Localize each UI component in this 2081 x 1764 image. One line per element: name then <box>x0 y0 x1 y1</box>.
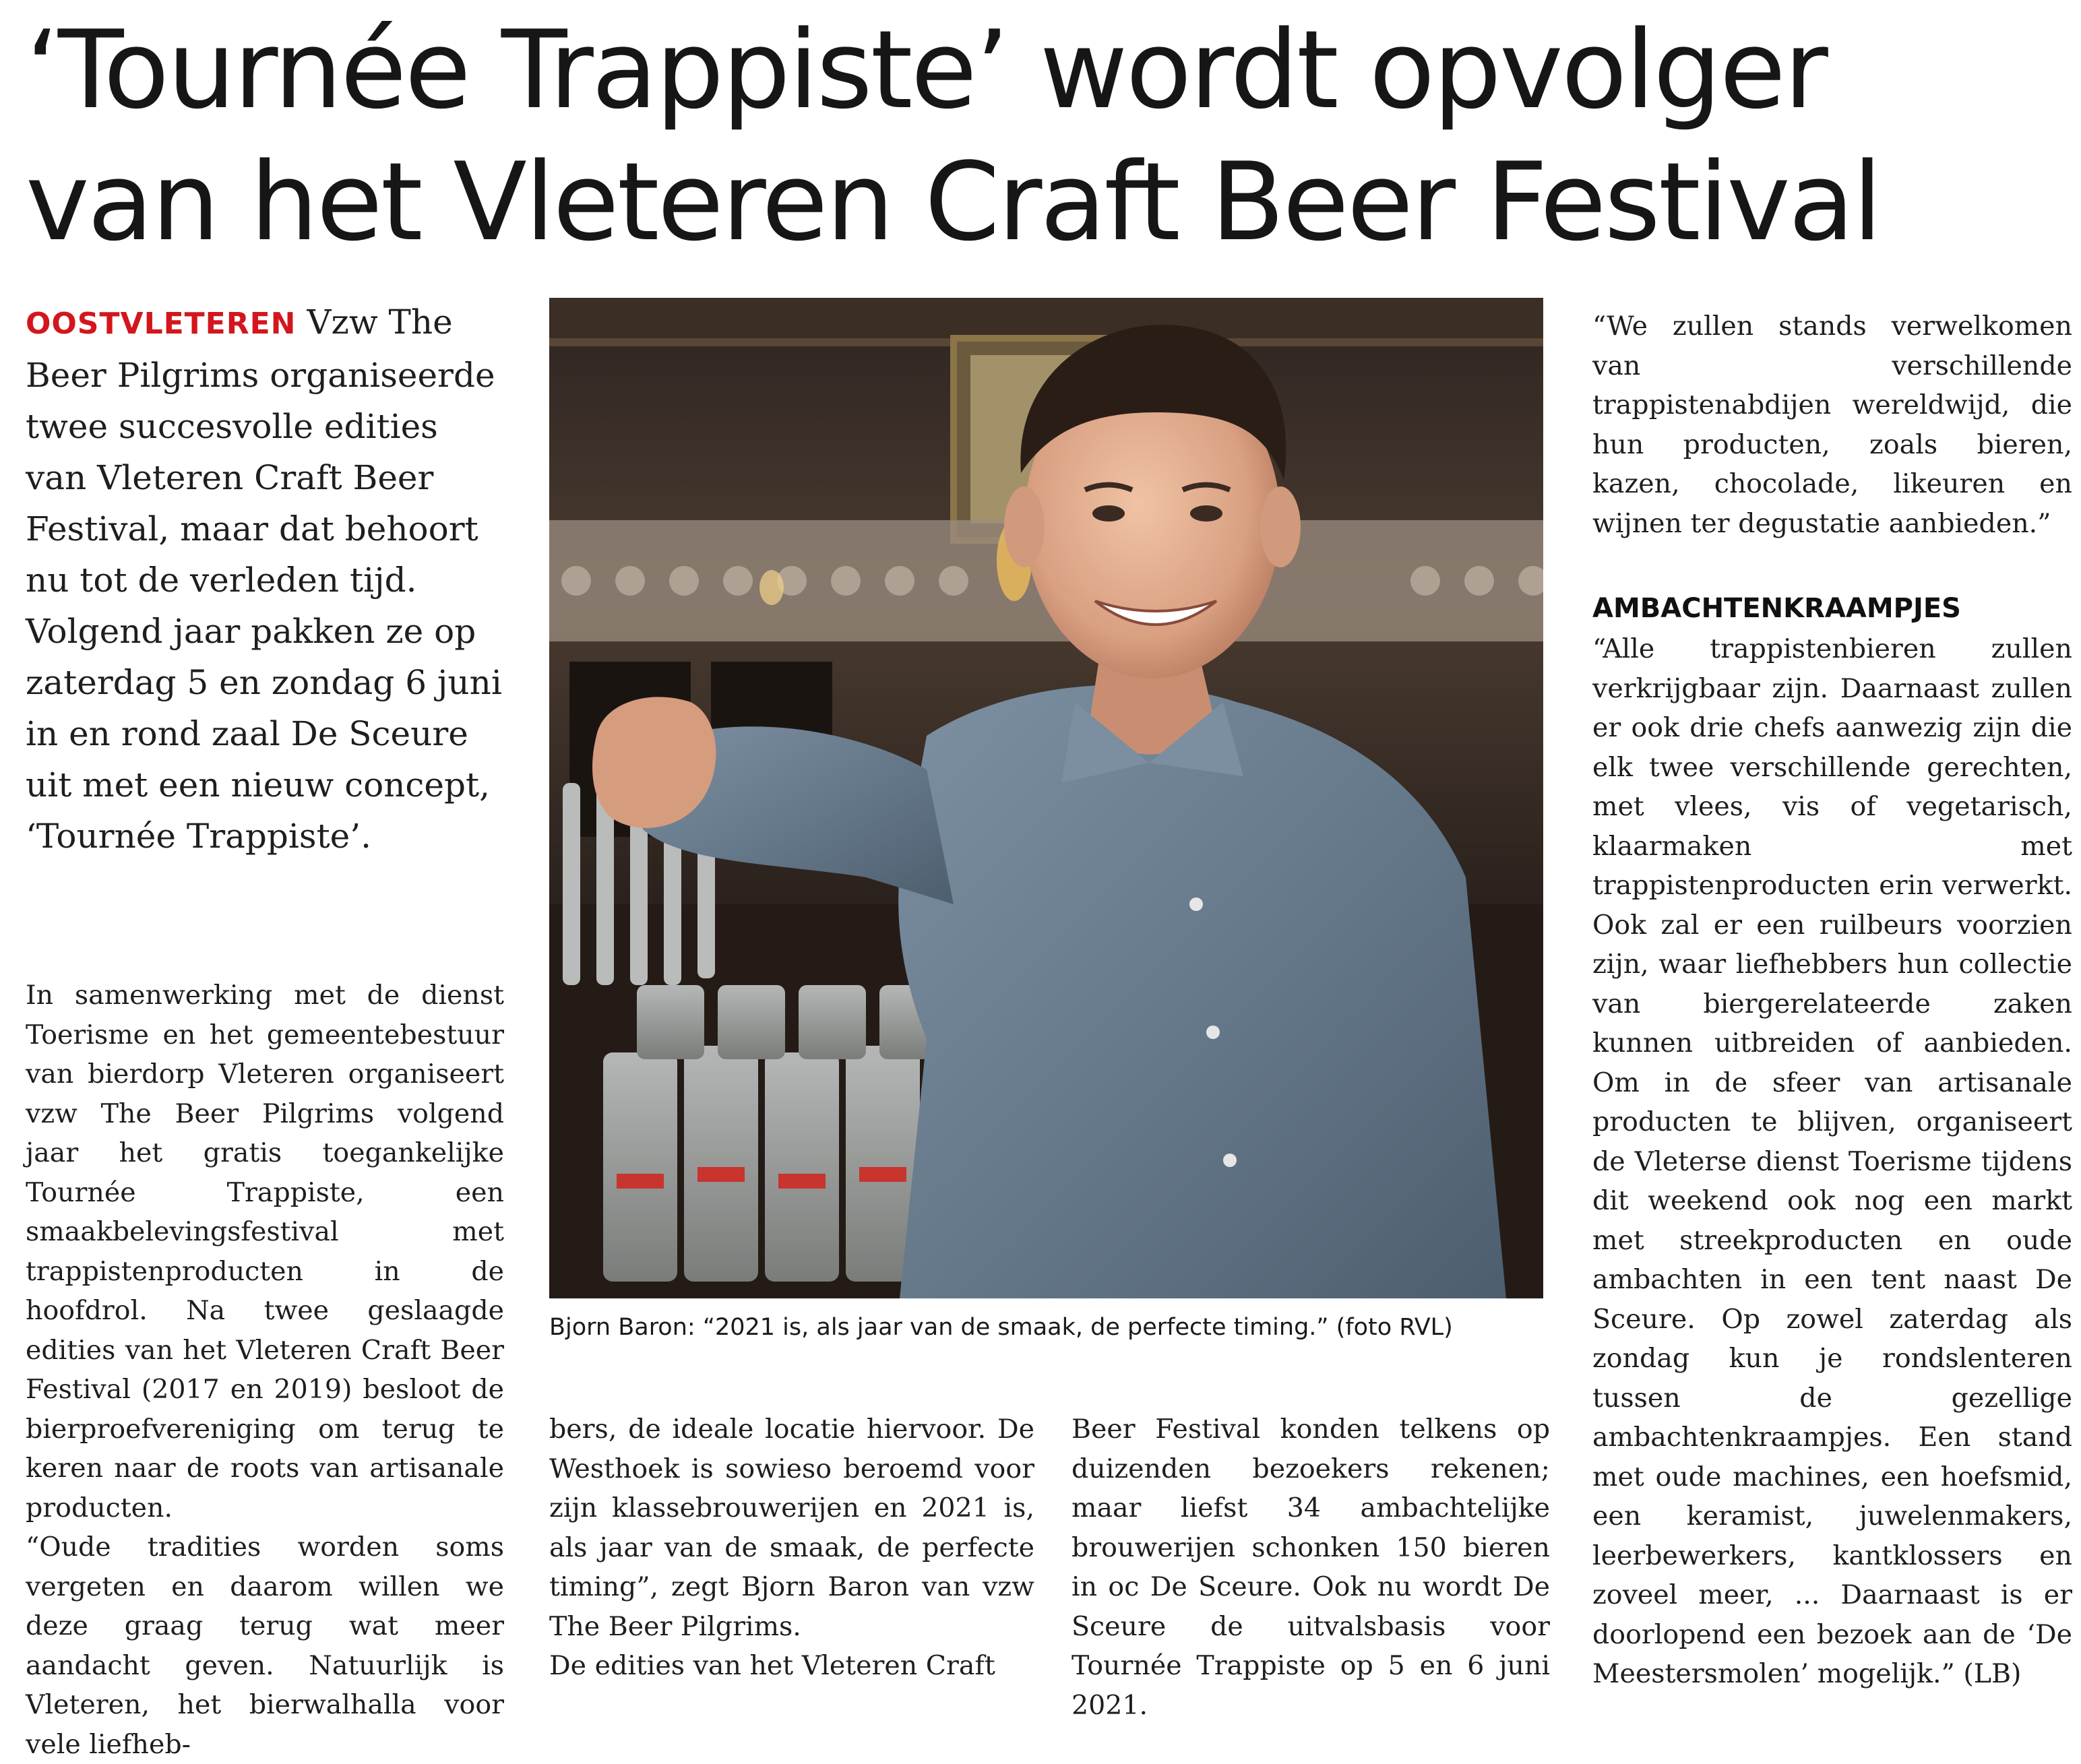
column-2-paragraph-2: De edities van het Vleteren Craft <box>549 1650 995 1681</box>
article-photo <box>549 298 1543 1298</box>
article-column-4 <box>1592 307 2072 1694</box>
article-column-3 <box>1071 1410 1550 1725</box>
lead-text: Vzw The Beer Pilgrims organiseerde twee succesvolle edities van Vleteren Craft Beer Festival, maar dat behoort nu tot de verleden tijd. Volgend jaar pakken ze op zaterdag 5 en zondag 6 juni in en rond zaal De Sceure uit met een nieuw concept, ‘Tournée Trappiste’. <box>26 303 502 856</box>
column-1-paragraph-1: In samenwerking met de dienst Toerisme en het gemeentebestuur van bierdorp Vleteren organiseert vzw The Beer Pilgrims volgend jaar het gratis toegankelijke Tournée Trappiste, een smaakbelevingsfestival met trappistenproducten in de hoofdrol. Na twee geslaagde edities van het Vleteren Craft Beer Festival (2017 en 2019) besloot de bierproefvereniging om terug te keren naar de roots van artisanale producten. <box>26 980 504 1523</box>
subheading: AMBACHTENKRAAMPJES <box>1592 593 1961 624</box>
dateline: OOSTVLETEREN <box>26 307 297 341</box>
article-column-2 <box>549 1410 1034 1686</box>
headline-line-1: ‘Tournée Trappiste’ wordt opvolger <box>26 7 1826 133</box>
photo-illustration <box>549 298 1543 1298</box>
column-4-paragraph-1: “We zullen stands verwelkomen van verschillende trappistenabdijen wereldwijd, die hun producten, zoals bieren, kazen, chocolade, likeuren en wijnen ter degustatie aanbieden.” <box>1592 311 2072 539</box>
headline-line-2: van het Vleteren Craft Beer Festival <box>26 139 1881 265</box>
photo-caption: Bjorn Baron: “2021 is, als jaar van de smaak, de perfecte timing.” (foto RVL) <box>549 1314 1453 1341</box>
column-4-paragraph-2: “Alle trappistenbieren zullen verkrijgbaar zijn. Daarnaast zullen er ook drie chefs aanwezig zijn die elk twee verschillende gerechten, met vlees, vis of vegetarisch, klaarmaken met trappistenproducten erin verwerkt. Ook zal er een ruilbeurs voorzien zijn, waar liefhebbers hun collectie van biergerelateerde zaken kunnen uitbreiden of aanbieden. Om in de sfeer van artisanale producten te blijven, organiseert de Vleterse dienst Toerisme tijdens dit weekend ook nog een markt met streekproducten en oude ambachten in een tent naast De Sceure. Op zowel zaterdag als zondag kun je rondslenteren tussen de gezellige ambachtenkraampjes. Een stand met oude machines, een hoefsmid, een keramist, juwelenmakers, leerbewerkers, kantklossers en zoveel meer, ... Daarnaast is er doorlopend een bezoek aan de ‘De Meestersmolen’ mogelijk.” (LB) <box>1592 633 2072 1689</box>
column-3-paragraph-1: Beer Festival konden telkens op duizenden bezoekers rekenen; maar liefst 34 ambachtelijke brouwerijen schonken 150 bieren in oc De Sceure. Ook nu wordt De Sceure de uitvalsbasis voor Tournée Trappiste op 5 en 6 juni 2021. <box>1071 1414 1550 1721</box>
column-1-paragraph-2: “Oude tradities worden soms vergeten en daarom willen we deze graag terug wat meer aandacht geven. Natuurlijk is Vleteren, het bierwalhalla voor vele liefheb- <box>26 1532 504 1760</box>
column-2-paragraph-1: bers, de ideale locatie hiervoor. De Westhoek is sowieso beroemd voor zijn klassebrouwerijen en 2021 is, als jaar van de smaak, de perfecte timing”, zegt Bjorn Baron van vzw The Beer Pilgrims. <box>549 1414 1034 1642</box>
headline <box>26 4 2061 268</box>
article-column-1 <box>26 976 504 1764</box>
lead-paragraph <box>26 296 504 862</box>
